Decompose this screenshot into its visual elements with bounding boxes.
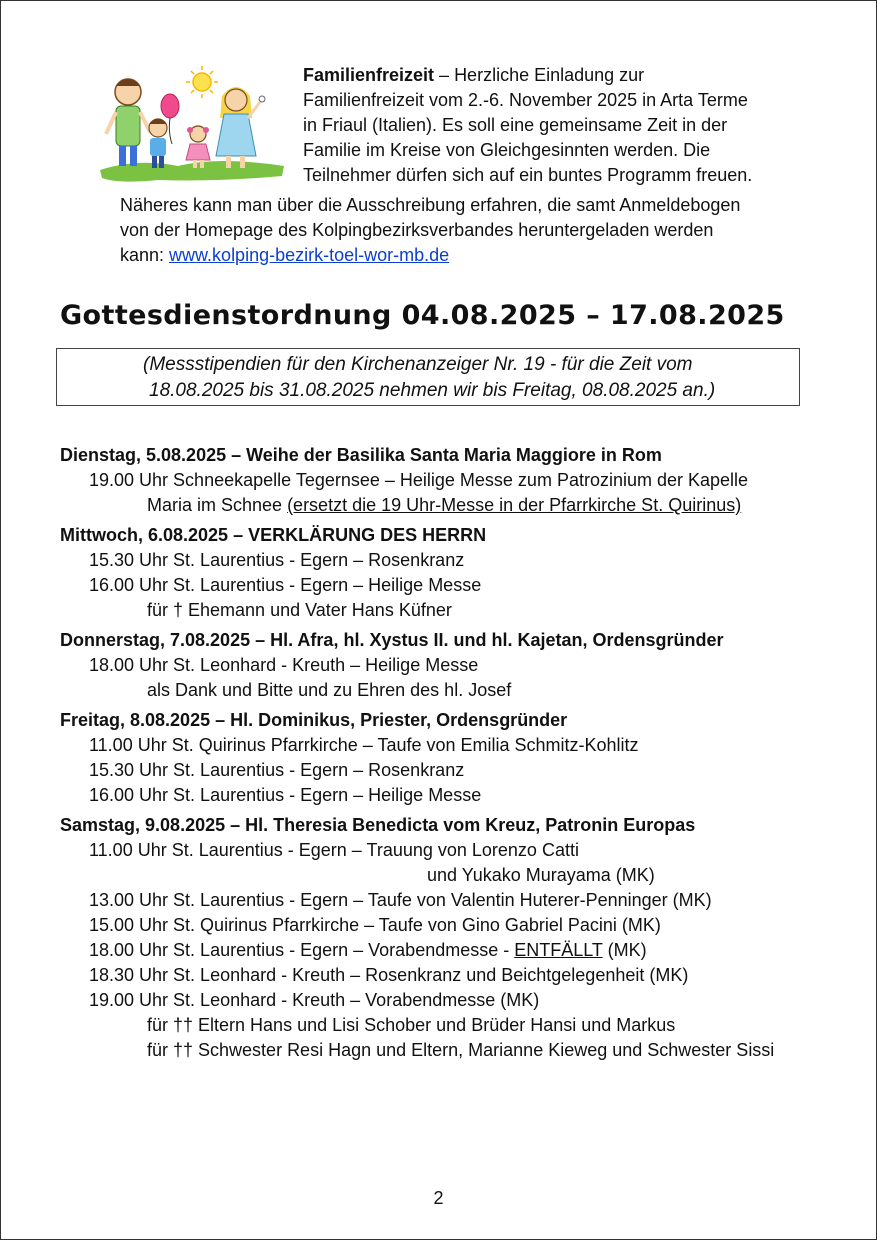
service-entry: 19.00 Uhr St. Leonhard - Kreuth – Vorabendmesse (MK) bbox=[89, 990, 540, 1010]
day-block bbox=[60, 708, 850, 808]
notice-line: 18.08.2025 bis 31.08.2025 nehmen wir bis Freitag, 08.08.2025 an.) bbox=[149, 380, 716, 401]
day-title: Mittwoch, 6.08.2025 – VERKLÄRUNG DES HERRN bbox=[60, 525, 487, 545]
cancelled-label: ENTFÄLLT bbox=[514, 940, 603, 960]
service-entry: 15.00 Uhr St. Quirinus Pfarrkirche – Taufe von Gino Gabriel Pacini (MK) bbox=[89, 915, 661, 935]
family-illustration bbox=[98, 62, 288, 186]
service-entry: 19.00 Uhr Schneekapelle Tegernsee – Heilige Messe zum Patrozinium der Kapelle bbox=[89, 470, 749, 490]
service-entry: 13.00 Uhr St. Laurentius - Egern – Taufe von Valentin Huterer-Penninger (MK) bbox=[89, 890, 712, 910]
balloon-icon bbox=[161, 94, 179, 144]
intro-line: von der Homepage des Kolpingbezirksverbandes heruntergeladen werden bbox=[120, 220, 714, 240]
intro-paragraph: Familienfreizeit – Herzliche Einladung zur Familienfreizeit vom 2.-6. November 2025 in Arta Terme in Friaul (Italien). Es soll eine gemeinsame Zeit in der Familie im Kreise von Gleichgesinnten werden. Die Teilnehmer dürfen sich auf ein buntes Programm freuen. bbox=[303, 63, 823, 188]
day-block bbox=[60, 443, 850, 518]
service-entry: 16.00 Uhr St. Laurentius - Egern – Heilige Messe bbox=[89, 785, 482, 805]
day-title: Freitag, 8.08.2025 – Hl. Dominikus, Priester, Ordensgründer bbox=[60, 710, 568, 730]
service-schedule bbox=[60, 443, 850, 1068]
service-entry: 18.00 Uhr St. Leonhard - Kreuth – Heilige Messe bbox=[89, 655, 479, 675]
day-block bbox=[60, 628, 850, 703]
service-note: Maria im Schnee (ersetzt die 19 Uhr-Messe in der Pfarrkirche St. Quirinus) bbox=[147, 495, 742, 515]
day-block bbox=[60, 813, 850, 1063]
service-entry: 15.30 Uhr St. Laurentius - Egern – Rosenkranz bbox=[89, 760, 465, 780]
service-entry: 11.00 Uhr St. Quirinus Pfarrkirche – Taufe von Emilia Schmitz-Kohlitz bbox=[89, 735, 639, 755]
kolping-link[interactable]: www.kolping-bezirk-toel-wor-mb.de bbox=[169, 245, 450, 265]
day-title: Samstag, 9.08.2025 – Hl. Theresia Benedicta vom Kreuz, Patronin Europas bbox=[60, 815, 696, 835]
day-title: Donnerstag, 7.08.2025 – Hl. Afra, hl. Xystus II. und hl. Kajetan, Ordensgründer bbox=[60, 630, 724, 650]
service-entry-continued: und Yukako Murayama (MK) bbox=[427, 865, 655, 885]
mother-figure bbox=[216, 87, 265, 168]
intro-line: Familienfreizeit vom 2.-6. November 2025 in Arta Terme bbox=[303, 90, 748, 110]
service-entry: 18.30 Uhr St. Leonhard - Kreuth – Rosenkranz und Beichtgelegenheit (MK) bbox=[89, 965, 689, 985]
notice-line: (Messstipendien für den Kirchenanzeiger Nr. 19 - für die Zeit vom bbox=[143, 354, 693, 375]
service-entry: 18.00 Uhr St. Laurentius - Egern – Vorabendmesse - ENTFÄLLT (MK) bbox=[89, 940, 647, 960]
service-entry: 15.30 Uhr St. Laurentius - Egern – Rosenkranz bbox=[89, 550, 465, 570]
service-note: für †† Schwester Resi Hagn und Eltern, Marianne Kieweg und Schwester Sissi bbox=[147, 1040, 775, 1060]
service-note: für † Ehemann und Vater Hans Küfner bbox=[147, 600, 452, 620]
intro-title: Familienfreizeit bbox=[303, 65, 435, 85]
father-figure bbox=[106, 79, 150, 166]
service-entry: 16.00 Uhr St. Laurentius - Egern – Heilige Messe bbox=[89, 575, 482, 595]
grass-shape bbox=[100, 161, 284, 182]
page-number: 2 bbox=[433, 1188, 444, 1208]
intro-line: Teilnehmer dürfen sich auf ein buntes Programm freuen. bbox=[303, 165, 753, 185]
service-entry: 11.00 Uhr St. Laurentius - Egern – Trauung von Lorenzo Catti bbox=[89, 840, 579, 860]
service-note: für †† Eltern Hans und Lisi Schober und Brüder Hansi und Markus bbox=[147, 1015, 676, 1035]
day-title: Dienstag, 5.08.2025 – Weihe der Basilika Santa Maria Maggiore in Rom bbox=[60, 445, 662, 465]
intro-line: in Friaul (Italien). Es soll eine gemeinsame Zeit in der bbox=[303, 115, 728, 135]
page-heading: Gottesdienstordnung 04.08.2025 – 17.08.2025 bbox=[60, 300, 785, 331]
intro-continuation: Näheres kann man über die Ausschreibung erfahren, die samt Anmeldebogen von der Homepage des Kolpingbezirksverbandes heruntergeladen werden kann: www.kolping-bezirk-toel-wor-mb.de bbox=[120, 193, 840, 268]
intro-line: Näheres kann man über die Ausschreibung erfahren, die samt Anmeldebogen bbox=[120, 195, 741, 215]
notice-box bbox=[56, 348, 800, 406]
sun-icon bbox=[186, 66, 218, 98]
intro-line: Familie im Kreise von Gleichgesinnten werden. Die bbox=[303, 140, 711, 160]
day-block bbox=[60, 523, 850, 623]
service-note: als Dank und Bitte und zu Ehren des hl. Josef bbox=[147, 680, 512, 700]
boy-figure bbox=[149, 119, 167, 168]
